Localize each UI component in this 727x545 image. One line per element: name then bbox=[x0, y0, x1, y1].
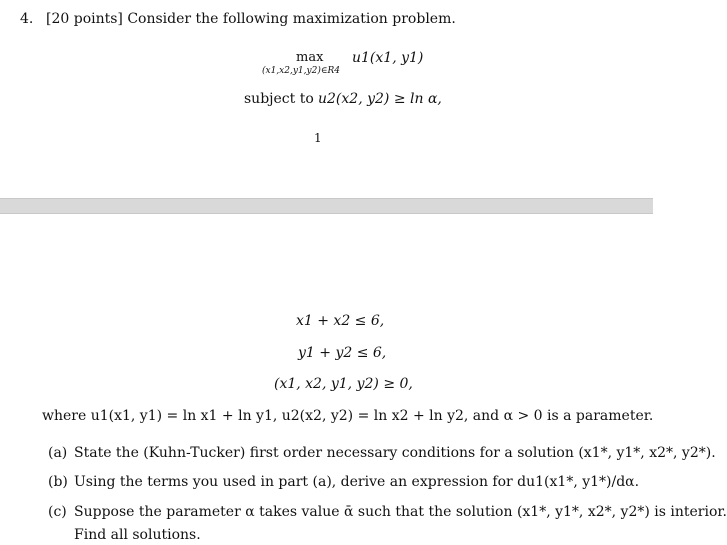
part-b-label: (b) bbox=[48, 474, 68, 490]
part-c-text-2: Find all solutions. bbox=[74, 527, 201, 543]
where-clause: where u1(x1, y1) = ln x1 + ln y1, u2(x2, y2) = ln x2 + ln y2, and α > 0 is a parameter. bbox=[42, 408, 654, 424]
problem-intro: [20 points] Consider the following maximization problem. bbox=[46, 11, 456, 27]
part-a-label: (a) bbox=[48, 445, 68, 461]
part-a-text: State the (Kuhn-Tucker) first order necessary conditions for a solution (x1*, y1*, x2*, y2*). bbox=[74, 445, 716, 461]
subject-to-label: subject to bbox=[244, 91, 314, 107]
part-c-label: (c) bbox=[48, 504, 67, 520]
constraint-4: (x1, x2, y1, y2) ≥ 0, bbox=[274, 376, 413, 392]
page-number: 1 bbox=[314, 131, 322, 145]
objective-domain: (x1,x2,y1,y2)∈R4 bbox=[262, 66, 340, 76]
constraint-2: x1 + x2 ≤ 6, bbox=[296, 313, 385, 329]
part-c-text: Suppose the parameter α takes value ᾱ such that the solution (x1*, y1*, x2*, y2*) is interior. bbox=[74, 504, 727, 520]
problem-number: 4. bbox=[20, 11, 34, 27]
constraint-1: u2(x2, y2) ≥ ln α, bbox=[318, 91, 442, 107]
page-break bbox=[0, 198, 653, 214]
part-b-text: Using the terms you used in part (a), derive an expression for du1(x1*, y1*)/dα. bbox=[74, 474, 640, 490]
objective-operator: max bbox=[296, 50, 324, 65]
objective-function: u1(x1, y1) bbox=[352, 50, 424, 66]
constraint-3: y1 + y2 ≤ 6, bbox=[298, 345, 387, 361]
